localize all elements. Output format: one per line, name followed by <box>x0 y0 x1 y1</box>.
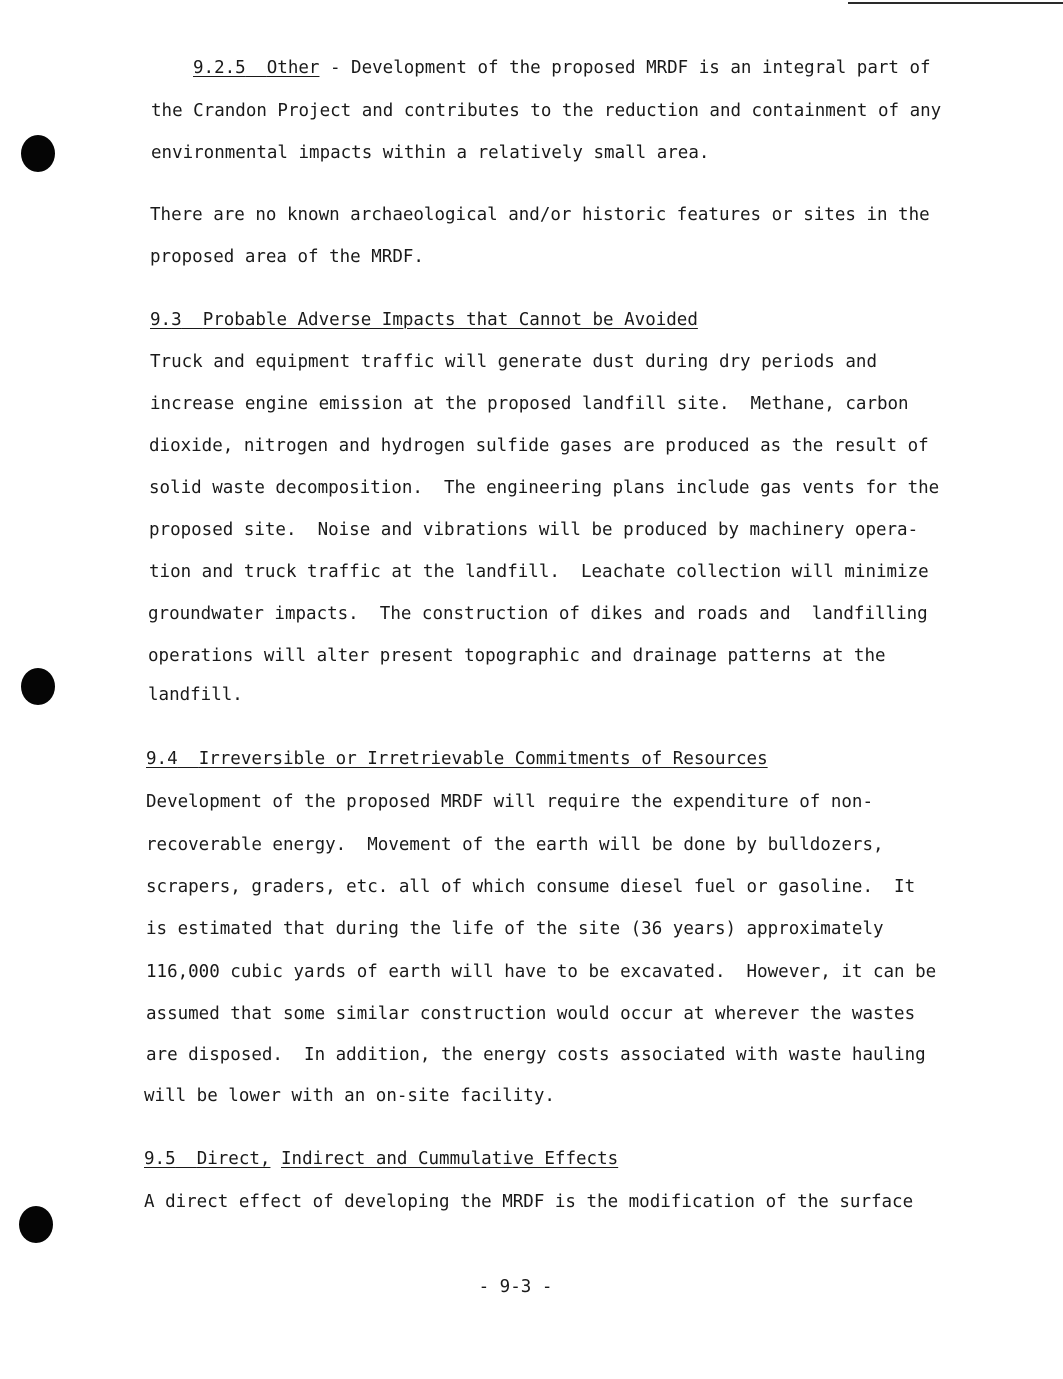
section-9-3-line-2: increase engine emission at the proposed landfill site. Methane, carbon <box>150 394 909 414</box>
section-9-3-line-7: groundwater impacts. The construction of dikes and roads and landfilling <box>148 604 928 624</box>
page-number: - 9-3 - <box>478 1277 553 1297</box>
top-edge-rule <box>848 2 1063 4</box>
section-9-3-line-3: dioxide, nitrogen and hydrogen sulfide gases are produced as the result of <box>149 436 929 456</box>
section-9-4-line-7: are disposed. In addition, the energy costs associated with waste hauling <box>146 1045 926 1065</box>
section-9-3-line-5: proposed site. Noise and vibrations will be produced by machinery opera- <box>149 520 919 540</box>
section-number: 9.2.5 <box>193 58 246 78</box>
section-9-2-5-heading <box>193 58 319 78</box>
section-9-4-line-6: assumed that some similar construction would occur at wherever the wastes <box>146 1004 916 1024</box>
section-9-2-5-para2-line-1: There are no known archaeological and/or historic features or sites in the <box>150 205 930 225</box>
section-title: Other <box>266 58 320 78</box>
page-footer <box>0 1276 1063 1298</box>
section-9-4-line-4: is estimated that during the life of the site (36 years) approximately <box>146 919 884 939</box>
section-9-4-line-2: recoverable energy. Movement of the earth will be done by bulldozers, <box>146 835 884 855</box>
section-9-2-5-line-2: the Crandon Project and contributes to the reduction and containment of any <box>151 101 942 121</box>
section-9-2-5-line-1 <box>193 57 931 79</box>
punch-hole-middle <box>21 668 55 705</box>
section-title: Irreversible or Irretrievable Commitments of Resources <box>198 749 768 769</box>
section-9-3-line-1: Truck and equipment traffic will generate dust during dry periods and <box>150 352 877 372</box>
section-9-3-line-8: operations will alter present topographic and drainage patterns at the <box>148 646 886 666</box>
section-title-part-1: Direct, <box>196 1149 271 1169</box>
section-number: 9.4 <box>146 749 178 769</box>
section-9-4-line-8: will be lower with an on-site facility. <box>144 1086 555 1106</box>
punch-hole-bottom <box>19 1206 53 1243</box>
section-9-3-line-4: solid waste decomposition. The engineering plans include gas vents for the <box>149 478 940 498</box>
section-9-5-line-1: A direct effect of developing the MRDF is the modification of the surface <box>144 1192 914 1212</box>
section-9-4-line-3: scrapers, graders, etc. all of which consume diesel fuel or gasoline. It <box>146 877 916 897</box>
section-title-part-2: Indirect and Cummulative Effects <box>281 1149 619 1169</box>
section-9-5-heading <box>144 1148 618 1170</box>
section-9-3-line-6: tion and truck traffic at the landfill. Leachate collection will minimize <box>149 562 929 582</box>
section-9-3-heading <box>150 309 698 331</box>
section-9-4-heading <box>146 748 768 770</box>
punch-hole-top <box>21 135 55 172</box>
section-number: 9.3 <box>150 310 182 330</box>
section-9-4-line-5: 116,000 cubic yards of earth will have to be excavated. However, it can be <box>146 962 937 982</box>
section-title: Probable Adverse Impacts that Cannot be Avoided <box>202 310 698 330</box>
section-number: 9.5 <box>144 1149 176 1169</box>
section-9-3-line-9: landfill. <box>148 685 243 705</box>
section-9-2-5-para2-line-2: proposed area of the MRDF. <box>150 247 424 267</box>
body-text: - Development of the proposed MRDF is an integral part of <box>319 58 931 78</box>
section-9-2-5-line-3: environmental impacts within a relatively small area. <box>151 143 710 163</box>
section-9-4-line-1: Development of the proposed MRDF will require the expenditure of non- <box>146 792 873 812</box>
